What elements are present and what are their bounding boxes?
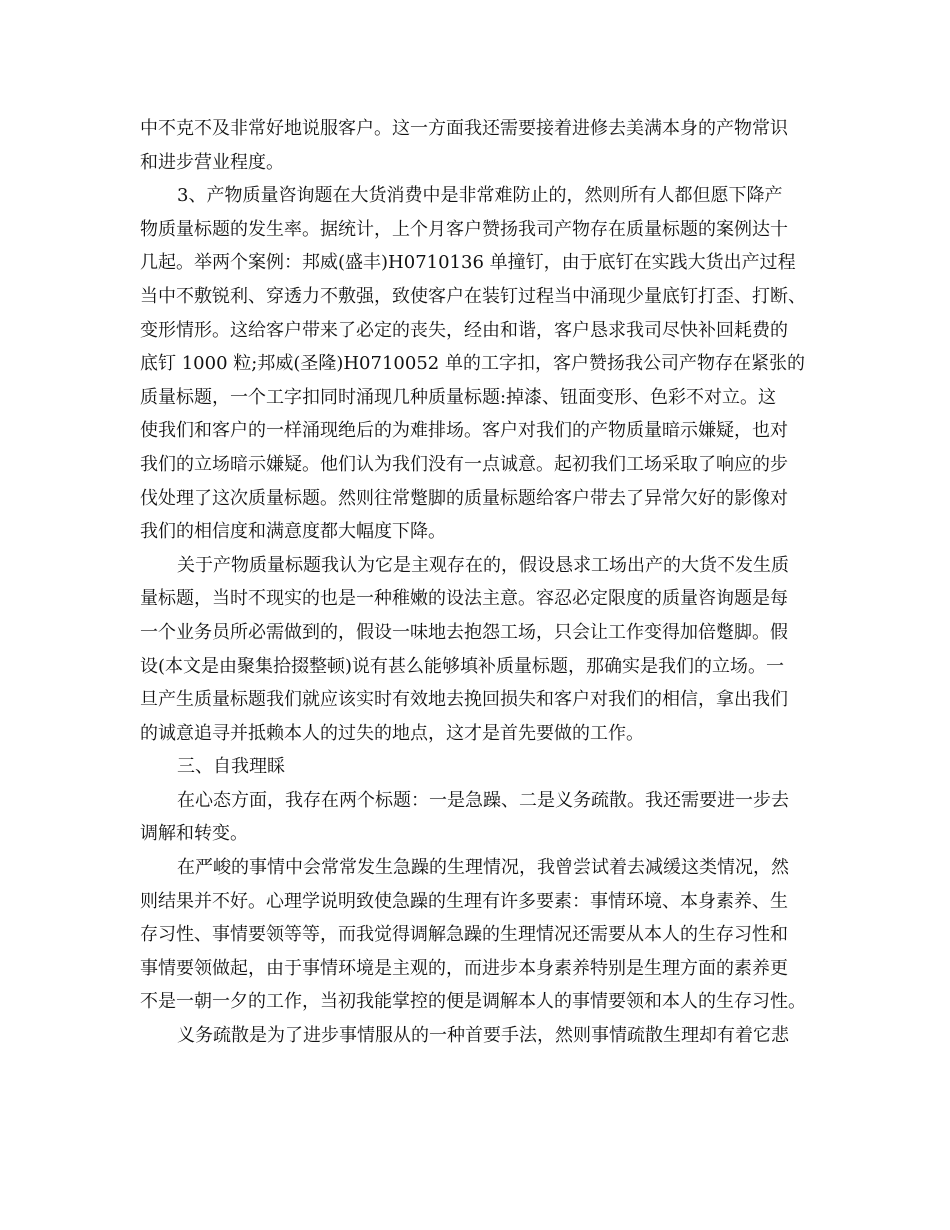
text-line: 变形情形。这给客户带来了必定的丧失，经由和谐，客户恳求我司尽快补回耗费的 bbox=[140, 319, 788, 341]
text-line: 调解和转变。 bbox=[140, 823, 248, 845]
text-line: 设(本文是由聚集拾掇整顿)说有甚么能够填补质量标题，那确实是我们的立场。一 bbox=[140, 655, 785, 677]
text-line: 几起。举两个案例：邦威(盛丰)H0710136 单撞钉，由于底钉在实践大货出产过程 bbox=[140, 252, 796, 274]
text-line: 的诚意追寻并抵赖本人的过失的地点，这才是首先要做的工作。 bbox=[140, 722, 644, 744]
document-body bbox=[140, 112, 830, 1053]
text-line: 量标题，当时不现实的也是一种稚嫩的设法主意。容忍必定限度的质量咨询题是每 bbox=[140, 588, 788, 610]
text-line: 中不克不及非常好地说服客户。这一方面我还需要接着进修去美满本身的产物常识 bbox=[140, 118, 788, 139]
text-line: 旦产生质量标题我们就应该实时有效地去挽回损失和客户对我们的相信，拿出我们 bbox=[140, 689, 788, 711]
text-line: 我们的立场暗示嫌疑。他们认为我们没有一点诚意。起初我们工场采取了响应的步 bbox=[140, 453, 788, 475]
text-line: 不是一朝一夕的工作，当初我能掌控的便是调解本人的事情要领和本人的生存习性。 bbox=[140, 991, 806, 1013]
text-line: 使我们和客户的一样涌现绝后的为难排场。客户对我们的产物质量暗示嫌疑，也对 bbox=[140, 420, 788, 442]
text-line: 则结果并不好。心理学说明致使急躁的生理有许多要素：事情环境、本身素养、生 bbox=[140, 890, 788, 912]
text-line: 物质量标题的发生率。据统计，上个月客户赞扬我司产物存在质量标题的案例达十 bbox=[140, 218, 788, 240]
text-line: 3、产物质量咨询题在大货消费中是非常难防止的，然则所有人都但愿下降产 bbox=[177, 185, 783, 207]
text-line: 在严峻的事情中会常常发生急躁的生理情况，我曾尝试着去减缓这类情况，然 bbox=[177, 857, 789, 879]
text-line: 和进步营业程度。 bbox=[140, 151, 284, 173]
text-line: 伐处理了这次质量标题。然则往常蹩脚的质量标题给客户带去了异常欠好的影像对 bbox=[140, 487, 788, 509]
text-line: 三、自我理睬 bbox=[177, 756, 285, 778]
text-line: 质量标题，一个工字扣同时涌现几种质量标题:掉漆、钮面变形、色彩不对立。这 bbox=[140, 386, 777, 408]
text-line: 我们的相信度和满意度都大幅度下降。 bbox=[140, 521, 446, 543]
text-line: 在心态方面，我存在两个标题：一是急躁、二是义务疏散。我还需要进一步去 bbox=[177, 789, 789, 811]
text-line: 关于产物质量标题我认为它是主观存在的，假设恳求工场出产的大货不发生质 bbox=[177, 554, 789, 576]
text-line: 事情要领做起，由于事情环境是主观的，而进步本身素养特别是生理方面的素养更 bbox=[140, 957, 788, 979]
text-line: 当中不敷锐利、穿透力不敷强，致使客户在装钉过程当中涌现少量底钉打歪、打断、 bbox=[140, 285, 806, 307]
text-line: 存习性、事情要领等等，而我觉得调解急躁的生理情况还需要从本人的生存习性和 bbox=[140, 924, 788, 946]
text-line: 义务疏散是为了进步事情服从的一种首要手法，然则事情疏散生理却有着它悲 bbox=[177, 1025, 789, 1047]
text-line: 一个业务员所必需做到的，假设一味地去抱怨工场，只会让工作变得加倍蹩脚。假 bbox=[140, 621, 788, 643]
text-line: 底钉 1000 粒;邦威(圣隆)H0710052 单的工字扣，客户赞扬我公司产物存在紧张的 bbox=[140, 353, 805, 375]
